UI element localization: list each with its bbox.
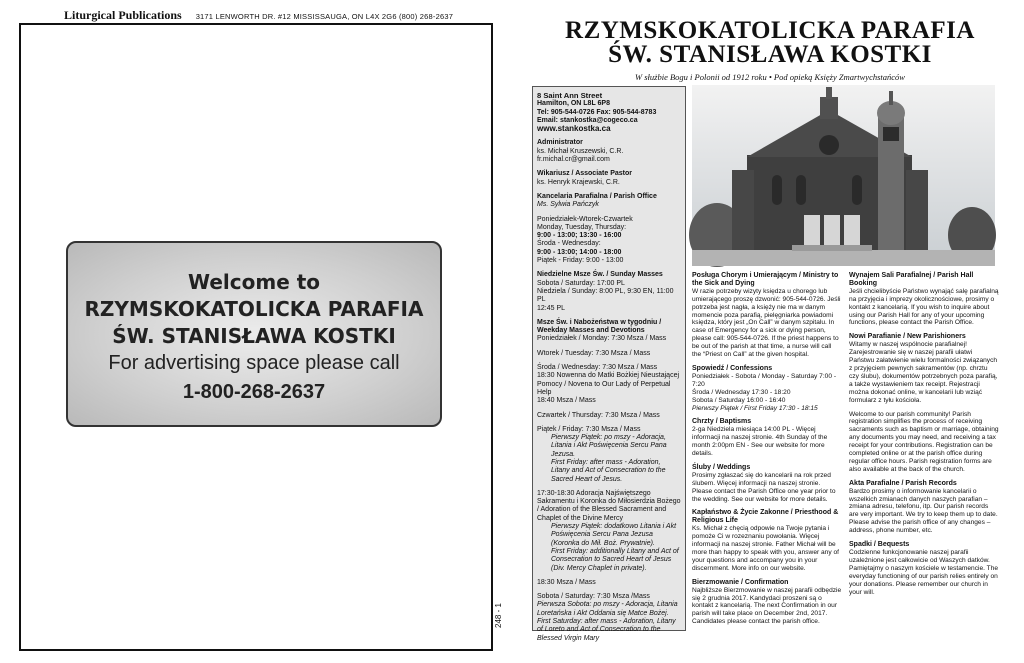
first-friday-extra-en: First Friday: additionally Litany and Act of Consecration to Sacred Heart of Jesus (Div. Mercy Chaplet in private). [551, 547, 679, 572]
office-person: Ms. Sylwia Pańczyk [537, 201, 599, 209]
confirmation-text: Najbliższe Bierzmowanie w naszej parafii odbędzie się 2 grudnia 2017. Kandydaci proszeni są o kontakt z kancelarią. The next Confirmation in our parish will take place on December 2nd, 2017. Candidates please contact the parish office. [692, 586, 842, 626]
ad-call-text: For advertising space please call [108, 352, 400, 374]
sunday-2: Niedziela / Sunday: 8:00 PL, 9:30 EN, 11:00 PL [537, 287, 674, 304]
email: Email: stankostka@cogeco.ca [537, 116, 638, 124]
weekday-title2: Weekday Masses and Devotions [537, 327, 645, 335]
sick-text: W razie potrzeby wizyty księdza u chorego lub umierającego proszę dzwonić: 905-544-0726. Jeśli potrzeba jest nagła, a księży nie ma w danym momencie poza parafią, pielęgniarka powiadomi księdza, który jest „On Call” w danym szpitalu. In case of Emergency for a sick or dying person, please call: 905-544-0726. If the priest happens to be out of the parish at that time, a nurse will call the “Priest on Call” at the given hospital. [692, 287, 841, 359]
publisher-header [64, 8, 494, 22]
sunday-3: 12:45 PL [537, 304, 566, 312]
admin-email: fr.michal.cr@gmail.com [537, 156, 610, 164]
vocations-title: Kapłaństwo & Życie Zakonne / Priesthood & Religious Life [692, 509, 839, 525]
confessions-title: Spowiedź / Confessions [692, 364, 773, 372]
wednesday-evening-mass: 18:40 Msza / Mass [537, 397, 596, 405]
weddings-title: Śluby / Weddings [692, 463, 751, 471]
new-parishioners-title: Nowi Parafianie / New Parishioners [849, 333, 966, 341]
sunday-title: Niedzielne Msze Św. / Sunday Masses [537, 271, 663, 279]
wednesday-mass: Środa / Wednesday: 7:30 Msza / Mass [537, 364, 658, 372]
services-column [692, 272, 842, 626]
office-hours1: 9:00 - 13:00; 13:30 - 16:00 [537, 232, 622, 240]
saturday-mass: Sobota / Saturday: 7:30 Msza /Mass [537, 593, 650, 601]
confessions-3: Sobota / Saturday 16:00 - 16:40 [692, 396, 786, 404]
office-days1: Poniedziałek-Wtorek-Czwartek [537, 215, 633, 223]
ad-phone: 1-800-268-2637 [182, 381, 326, 403]
weddings-text: Prosimy zgłaszać się do kancelarii na rok przed ślubem. Więcej informacji na naszej stronie. Please contact the Parish Office one year prior to the wedding. See our website for more details. [692, 471, 836, 503]
baptisms-text: 2-ga Niedziela miesiąca 14:00 PL - Więcej informacji na naszej stronie. 4th Sunday of the month 2:00pm EN - See our website for more details. [692, 426, 828, 458]
bequests-text: Codzienne funkcjonowanie naszej parafii uzależnione jest całkowicie od Waszych datków. Pamiętajmy o naszym kościele w testamencie. The everyday functioning of our parish relies entirely on your donations. Please remember our church in your will. [849, 549, 999, 596]
admin-name: ks. Michał Kruszewski, C.R. [537, 147, 624, 155]
records-text: Bardzo prosimy o informowanie kancelarii o wszelkich zmianach danych naszych parafian – zmiana adresu, telefonu, itp. Our parish records are very important. We try to keep them up to date. Please advise the parish office of any changes – address, phone number, etc. [849, 487, 998, 535]
sunday-1: Sobota / Saturday: 17:00 PL [537, 279, 625, 287]
confessions-4: Pierwszy Piątek / First Friday 17:30 - 18:15 [692, 404, 818, 412]
friday-adoration: 17:30-18:30 Adoracja Najświętszego Sakramentu i Koronka do Miłosierdzia Bożego / Adoration of the Blessed Sacrament and Chaplet of the Divine Mercy [537, 489, 681, 522]
parish-notes-column [849, 272, 999, 596]
office-hours2: 9:00 - 13:00; 14:00 - 18:00 [537, 248, 622, 256]
sick-title: Posługa Chorym i Umierającym / Ministry to the Sick and Dying [692, 272, 839, 287]
confirmation-title: Bierzmowanie / Confirmation [692, 578, 789, 586]
weekday-title1: Msze Św. i Nabożeństwa w tygodniu / [537, 318, 662, 326]
admin-title: Administrator [537, 139, 583, 147]
parish-title [520, 19, 1020, 67]
records-title: Akta Parafialne / Parish Records [849, 479, 957, 487]
parish-motto: W służbie Bogu i Polonii od 1912 roku • Pod opieką Księży Zmartwychstańców [635, 72, 905, 82]
wednesday-novena-en: Pomocy / Novena to Our Lady of Perpetual Help [537, 380, 671, 396]
ad-box [66, 241, 442, 427]
first-friday-en: First Friday: after mass - Adoration, Litany and Act of Consecration to the Sacred Heart of Jesus. [551, 458, 666, 483]
wednesday-novena: 18:30 Nowenna do Matki Bożkiej Nieustającej [537, 372, 680, 380]
page-number: 248 - 1 [494, 603, 503, 628]
hall-text: Jeśli chcielibyście Państwo wynająć salę parafialną na przyjęcia i imprezy okolicznościowe, prosimy o kontakt z kancelarią. If you wish to inquire about using our Parish Hall for any of your upcoming functions, please contact the Parish Office. [849, 287, 999, 327]
baptisms-title: Chrzty / Baptisms [692, 418, 752, 426]
phone-fax: Tel: 905-544-0726 Fax: 905-544-8783 [537, 108, 657, 116]
first-saturday-pl: Pierwsza Sobota: po mszy - Adoracja, Litania Loretańska i Akt Oddania się Matce Bożej. [537, 601, 678, 617]
assoc-name: ks. Henryk Krajewski, C.R. [537, 178, 620, 186]
first-friday-pl: Pierwszy Piątek: po mszy - Adoracja, Litania i Akt Poświęcenia Sercu Pana Jezusa. [551, 434, 667, 458]
publisher-address: 3171 LENWORTH DR. #12 MISSISSAUGA, ON L4X 2G6 (800) 268-2637 [195, 12, 454, 21]
ad-parish-line2: ŚW. STANISŁAWA KOSTKI [112, 324, 396, 348]
vocations-text: Ks. Michał z chęcią odpowie na Twoje pytania i pomoże Ci w rozeznaniu powołania. Więcej informacji na naszej stronie. Father Michał will be more than happy to speak with you, answer any of your questions and accompany you in your discernment. More info on our website. [692, 525, 839, 572]
office-days3: Środa - Wednesday: [537, 240, 601, 248]
ad-welcome: Welcome to [187, 270, 321, 294]
parish-title-line2: ŚW. STANISŁAWA KOSTKI [608, 41, 932, 68]
office-days4: Piątek - Friday: 9:00 - 13:00 [537, 257, 624, 265]
office-days2: Monday, Tuesday, Thursday: [537, 223, 627, 231]
church-illustration [692, 85, 995, 266]
confessions-2: Środa / Wednesday 17:30 - 18:20 [692, 388, 791, 396]
first-saturday-en: First Saturday: after mass - Adoration, Litany of Loreto and Act of Consecration to the Blessed Virgin Mary [537, 618, 676, 642]
friday-mass: Piątek / Friday: 7:30 Msza / Mass [537, 425, 641, 433]
assoc-title: Wikariusz / Associate Pastor [537, 170, 632, 178]
address-line2: Hamilton, ON L8L 6P8 [537, 100, 610, 108]
tuesday-mass: Wtorek / Tuesday: 7:30 Msza / Mass [537, 349, 651, 357]
parish-info-box [532, 86, 686, 642]
first-friday-extra-pl: Pierwszy Piątek: dodatkowo Litania i Akt Poświęcenia Sercu Pana Jezusa (Koronka do Mił. Boż. Prywatnie). [551, 523, 677, 547]
website: www.stankostka.ca [537, 124, 611, 134]
publisher-name: Liturgical Publications [64, 8, 182, 22]
bequests-title: Spadki / Bequests [849, 541, 910, 549]
office-title: Kancelaria Parafialna / Parish Office [537, 192, 657, 200]
church-photo [692, 85, 995, 266]
friday-evening-mass: 18:30 Msza / Mass [537, 578, 596, 586]
hall-title: Wynajem Sali Parafialnej / Parish Hall Booking [849, 272, 974, 287]
thursday-mass: Czwartek / Thursday: 7:30 Msza / Mass [537, 411, 660, 419]
ad-parish-line1: RZYMSKOKATOLICKA PARAFIA [84, 297, 424, 321]
monday-mass: Poniedziałek / Monday: 7:30 Msza / Mass [537, 335, 667, 343]
new-parishioners-text-en: Welcome to our parish community! Parish registration simplifies the process of receiving sacraments such as baptism or marriage, obtaining any documents you may need, and receiving a tax receipt for your contributions. Registration can be completed online or at the parish office during regular office hours. Parish registration forms are also available at the back of the church. [849, 410, 999, 473]
confessions-1: Poniedziałek - Sobota / Monday - Saturday 7:00 - 7:20 [692, 372, 837, 388]
new-parishioners-text-pl: Witamy w naszej wspólnocie parafialnej! Zarejestrowanie się w naszej parafii ułatwi Państwu załatwienie wielu formalności związanych z przyjęciem pewnych sakramentów (np. chrztu czy ślubu), dokumentów potrzebnych poza parafią, a także wystawieniem tax receipt. Rejestracji można dokonać online, w kancelarii lub wziąć formularz z tyłu kościoła. [849, 341, 998, 404]
parish-title-line1: RZYMSKOKATOLICKA PARAFIA [565, 17, 975, 44]
address-line1: 8 Saint Ann Street [537, 91, 603, 100]
